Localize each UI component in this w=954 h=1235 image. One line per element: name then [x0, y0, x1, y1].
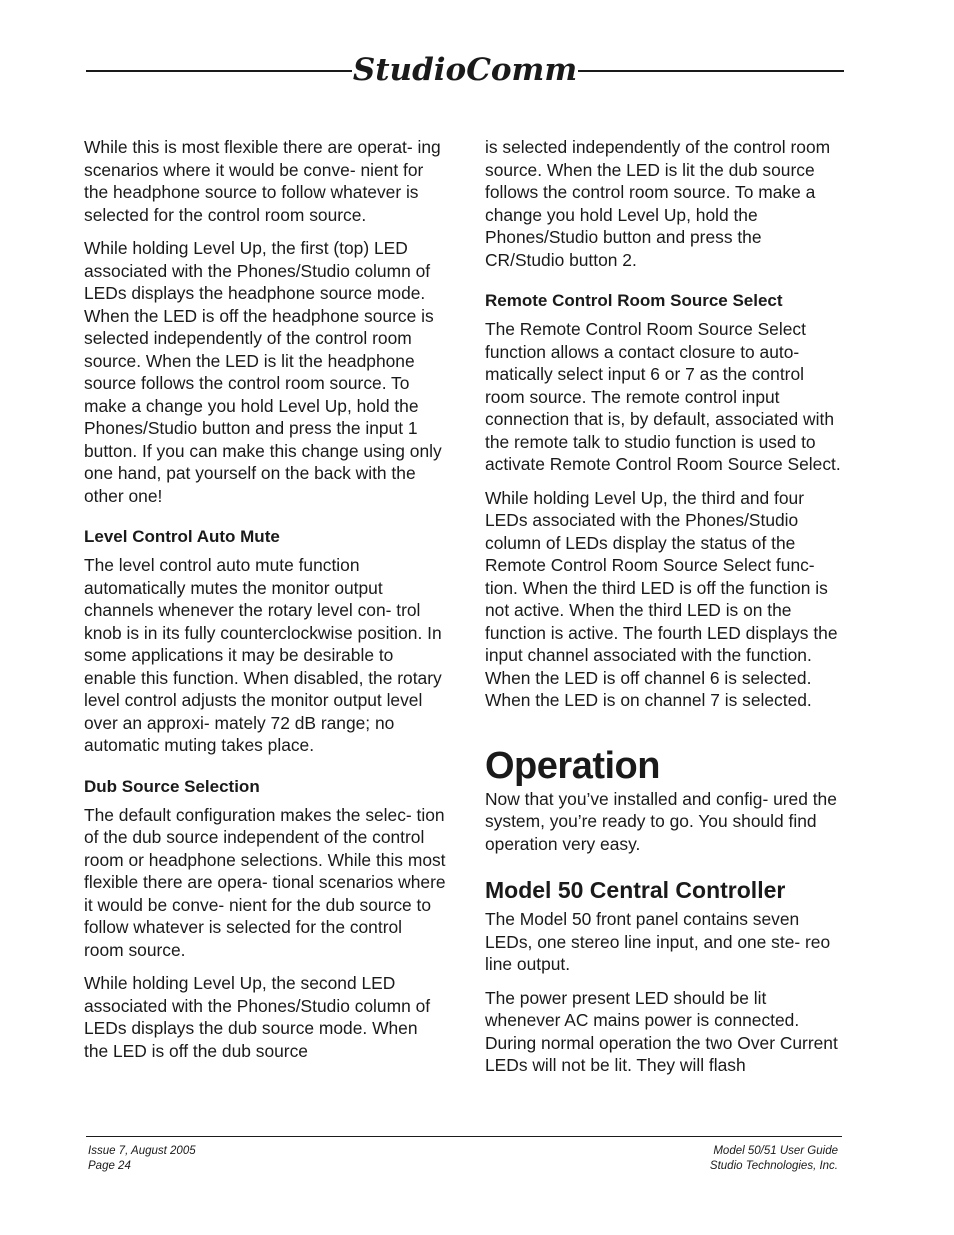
paragraph: The default configuration makes the selec- tion of the dub source independent of the control room or headphone selections. While this most flexible there are opera- tional scenarios where it would be conve- nient for the dub source to follow whatever is selected for the control room source. — [84, 804, 446, 960]
paragraph: Now that you’ve installed and config- ured the system, you’re ready to go. You should find operation very easy. — [485, 788, 837, 854]
paragraph: The level control auto mute function automatically mutes the monitor output channels whenever the rotary level con- trol knob is in its fully counterclockwise position. In some applications it may be desirable to enable this function. When disabled, the rotary level control adjusts the monitor output level over an approxi- mately 72 dB range; no automatic muting takes place. — [84, 555, 442, 755]
right-column — [485, 136, 845, 1088]
footer-page-number: Page 24 — [88, 1160, 131, 1172]
paragraph: The Model 50 front panel contains seven LEDs, one stereo line input, and one ste- reo line output. — [485, 909, 831, 974]
paragraph: While holding Level Up, the first (top) LED associated with the Phones/Studio column of LEDs displays the headphone source mode. When the LED is off the headphone source is selected independently of the control room source. When the LED is lit the headphone source follows the control room source. To make a change you hold Level Up, hold the Phones/Studio button and press the input 1 button. If you can make this change using only one hand, pat yourself on the back with the other one! — [84, 238, 442, 506]
footer-left — [88, 1144, 196, 1174]
paragraph: While holding Level Up, the second LED associated with the Phones/Studio column of LEDs displays the dub source mode. When the LED is off the dub source — [84, 973, 431, 1061]
left-column — [84, 136, 446, 1073]
footer-company: Studio Technologies, Inc. — [709, 1160, 838, 1172]
paragraph: The Remote Control Room Source Select function allows a contact closure to auto- matically select input 6 or 7 as the control room source. The remote control input connection that is, by default, associated with the remote talk to studio function is used to activate Remote Control Room Source Select. — [485, 319, 841, 474]
section-heading-level-control-auto-mute: Level Control Auto Mute — [84, 527, 280, 546]
paragraph: The power present LED should be lit whenever AC mains power is connected. During normal operation the two Over Current LEDs will not be lit. They will flash — [485, 987, 838, 1075]
paragraph: While this is most flexible there are operat- ing scenarios where it would be conve- nient for the headphone source to follow whatever is selected for the control room source. — [84, 137, 441, 225]
paragraph: is selected independently of the control room source. When the LED is lit the dub source follows the control room source. To make a change you hold Level Up, hold the Phones/Studio button and press the CR/Studio button 2. — [485, 137, 831, 270]
section-heading-model-50-central-controller: Model 50 Central Controller — [485, 877, 786, 903]
header-rule-left — [86, 70, 352, 72]
section-heading-dub-source-selection: Dub Source Selection — [84, 776, 260, 796]
header-rule-right — [578, 70, 844, 72]
studiocomm-logo: StudioComm — [352, 52, 578, 88]
footer-right — [710, 1144, 838, 1174]
footer-guide-title: Model 50/51 User Guide — [713, 1145, 838, 1157]
chapter-title-operation: Operation — [485, 744, 660, 787]
section-heading-remote-control-room-source-select: Remote Control Room Source Select — [485, 291, 783, 310]
paragraph: While holding Level Up, the third and four LEDs associated with the Phones/Studio column of LEDs display the status of the Remote Control Room Source Select func- tion. When the third LED is off the function is not active. When the third LED is on the function is active. The fourth LED displays the input channel associated with the function. When the LED is off channel 6 is selected. When the LED is on channel 7 is selected. — [485, 487, 838, 710]
footer-issue: Issue 7, August 2005 — [88, 1145, 196, 1157]
footer-rule — [86, 1136, 842, 1137]
